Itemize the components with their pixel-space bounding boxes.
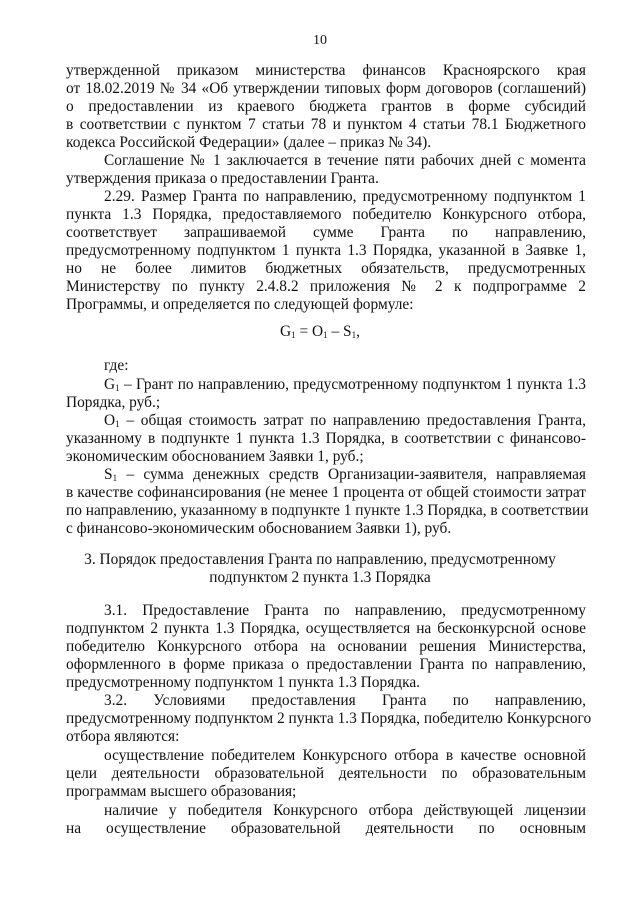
text-line: по направлению, указанному в подпункте 1 пункте 1.3 Порядка, в соответствии — [66, 502, 589, 519]
text-line: кодекса Российской Федерации» (далее – приказ № 34). — [66, 134, 432, 151]
formula: G1 = O1 – S1, — [280, 323, 360, 340]
text-line: 2.29. Размер Гранта по направлению, предусмотренному подпунктом 1 — [104, 188, 586, 205]
text-line: предусмотренному подпунктом 1 пункта 1.3 Порядка, указанной в Заявке 1, — [66, 242, 586, 259]
text-line: пункта 1.3 Порядка, предоставляемого победителю Конкурсного отбора, — [66, 206, 586, 223]
text-line: утверждения приказа о предоставлении Гранта. — [66, 170, 379, 187]
definition-o: O1 – общая стоимость затрат по направлению предоставления Гранта, — [104, 412, 586, 429]
text-line: о предоставлении из краевого бюджета грантов в форме субсидий — [66, 98, 586, 115]
text-line: Министерству по пункту 2.4.8.2 приложения № 2 к подпрограмме 2 — [66, 278, 586, 295]
text-line: с финансово-экономическим обоснованием Заявки 1), руб. — [66, 520, 452, 537]
text-line: цели деятельности образовательной деятельности по образовательным — [66, 765, 586, 782]
text-line: но не более лимитов бюджетных обязательств, предусмотренных — [66, 260, 586, 277]
text-line: от 18.02.2019 № 34 «Об утверждении типовых форм договоров (соглашений) — [66, 80, 586, 97]
text-line: программам высшего образования; — [66, 783, 297, 800]
section-heading: 3. Порядок предоставления Гранта по направлению, предусмотренному — [84, 551, 556, 568]
text-line: указанному в подпункте 1 пункта 1.3 Порядка, в соответствии с финансово- — [66, 430, 586, 447]
definition-g: G1 – Грант по направлению, предусмотренному подпунктом 1 пункта 1.3 — [104, 376, 586, 393]
text-line: Порядка, руб.; — [66, 394, 161, 411]
text-line: на осуществление образовательной деятельности по основным — [66, 820, 586, 837]
text-line: предусмотренному подпунктом 2 пункта 1.3 Порядка, победителю Конкурсного — [66, 710, 592, 727]
text-line: утвержденной приказом министерства финансов Красноярского края — [66, 62, 586, 79]
text-line: подпунктом 2 пункта 1.3 Порядка, осуществляется на бесконкурсной основе — [66, 620, 586, 637]
text-line: осуществление победителем Конкурсного отбора в качестве основной — [104, 747, 586, 764]
text-line: соответствует запрашиваемой сумме Гранта по направлению, — [66, 224, 586, 241]
text-line: 3.2. Условиями предоставления Гранта по направлению, — [104, 692, 586, 709]
text-line: экономическим обоснованием Заявки 1, руб.; — [66, 448, 364, 465]
text-line: отбора являются: — [66, 728, 180, 745]
text-line: предусмотренному подпунктом 1 пункта 1.3 Порядка. — [66, 674, 421, 691]
text-line: Программы, и определяется по следующей формуле: — [66, 296, 414, 313]
text-line: 3.1. Предоставление Гранта по направлению, предусмотренному — [104, 602, 586, 619]
text-line: Соглашение № 1 заключается в течение пяти рабочих дней с момента — [104, 152, 586, 169]
definition-s: S1 – сумма денежных средств Организации-заявителя, направляемая — [104, 466, 586, 483]
page-number: 10 — [313, 33, 327, 48]
text-line: наличие у победителя Конкурсного отбора действующей лицензии — [104, 802, 586, 819]
text-line: победителю Конкурсного отбора на основании решения Министерства, — [66, 638, 586, 655]
text-line: оформленного в форме приказа о предоставлении Гранта по направлению, — [66, 656, 586, 673]
section-heading: подпунктом 2 пункта 1.3 Порядка — [209, 569, 431, 586]
text-line: где: — [104, 357, 129, 374]
text-line: в соответствии с пунктом 7 статьи 78 и пунктом 4 статьи 78.1 Бюджетного — [66, 116, 586, 133]
text-line: в качестве софинансирования (не менее 1 процента от общей стоимости затрат — [66, 484, 586, 501]
